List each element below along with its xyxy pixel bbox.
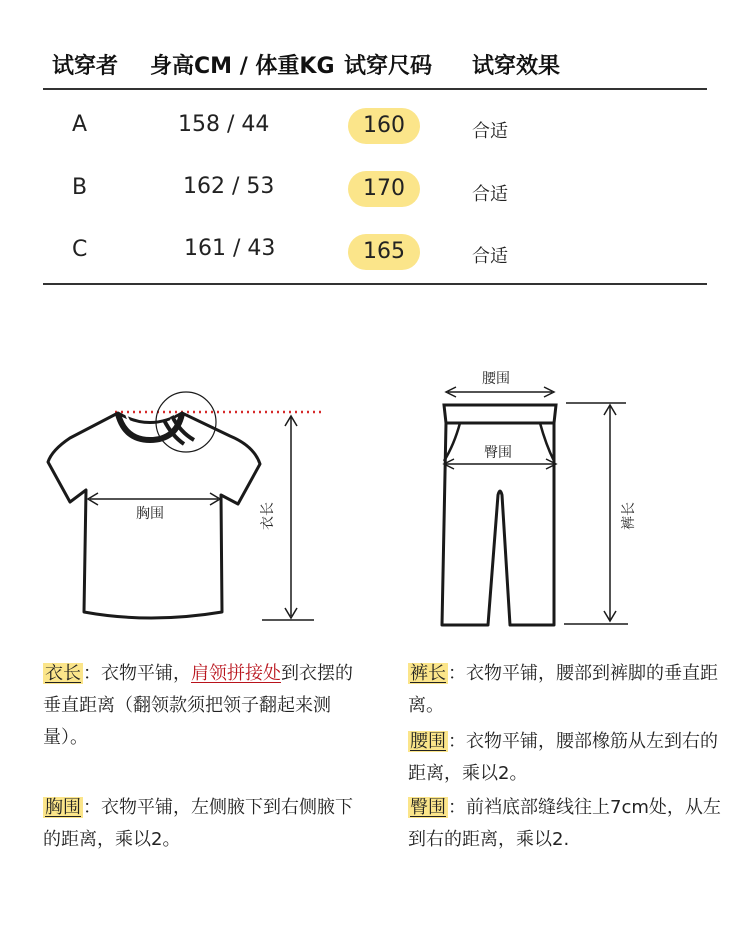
shirt-length-term: 衣长 — [45, 663, 81, 684]
chest-note: 胸围 ：衣物平铺，左侧腋下到右侧腋下的距离，乘以2。 — [43, 797, 353, 850]
hip-label: 臀围 — [484, 445, 512, 461]
tester-cell: B — [72, 175, 88, 200]
header-size: 试穿尺码 — [344, 54, 433, 79]
tester-cell: A — [72, 112, 88, 137]
fit-cell: 合适 — [472, 184, 508, 205]
fit-cell: 合适 — [472, 121, 508, 142]
table-top-rule — [43, 88, 707, 90]
pants-length-note: 裤长 ：衣物平铺，腰部到裤脚的垂直距离。 — [408, 663, 718, 716]
fit-cell: 合适 — [472, 246, 508, 267]
height-weight-cell: 161 / 43 — [184, 236, 276, 261]
shoulder-seam-text: 肩领拼接处 — [191, 663, 281, 684]
header-tester: 试穿者 — [52, 54, 119, 79]
size-badge: 160 — [348, 108, 420, 144]
height-weight-cell: 158 / 44 — [178, 112, 270, 137]
shirt-length-label: 衣长 — [260, 502, 276, 530]
pants-length-label: 裤长 — [621, 502, 637, 530]
waist-label: 腰围 — [482, 371, 510, 387]
hip-note: 臀围 ：前裆底部缝线往上7cm处，从左到右的距离，乘以2. — [408, 797, 721, 850]
chest-label: 胸围 — [136, 506, 164, 522]
size-badge: 165 — [348, 234, 420, 270]
waistband — [444, 405, 556, 423]
shirt-length-note: 衣长 ：衣物平铺，肩领拼接处到衣摆的垂直距离（翻领款须把领子翻起来测量）。 — [43, 663, 353, 748]
tester-cell: C — [72, 237, 88, 262]
header-height-weight: 身高CM / 体重KG — [150, 54, 335, 79]
chest-term: 胸围 — [45, 797, 81, 818]
pants-length-term: 裤长 — [410, 663, 446, 684]
height-weight-cell: 162 / 53 — [183, 174, 275, 199]
waist-term: 腰围 — [410, 731, 446, 752]
header-fit: 试穿效果 — [472, 54, 561, 79]
table-bottom-rule — [43, 283, 707, 285]
waist-note: 腰围 ：衣物平铺，腰部橡筋从左到右的距离，乘以2。 — [408, 731, 718, 784]
size-badge: 170 — [348, 171, 420, 207]
tshirt-diagram — [0, 380, 340, 630]
hip-term: 臀围 — [410, 797, 446, 818]
right-pocket — [540, 423, 554, 461]
pants-diagram — [430, 365, 640, 635]
